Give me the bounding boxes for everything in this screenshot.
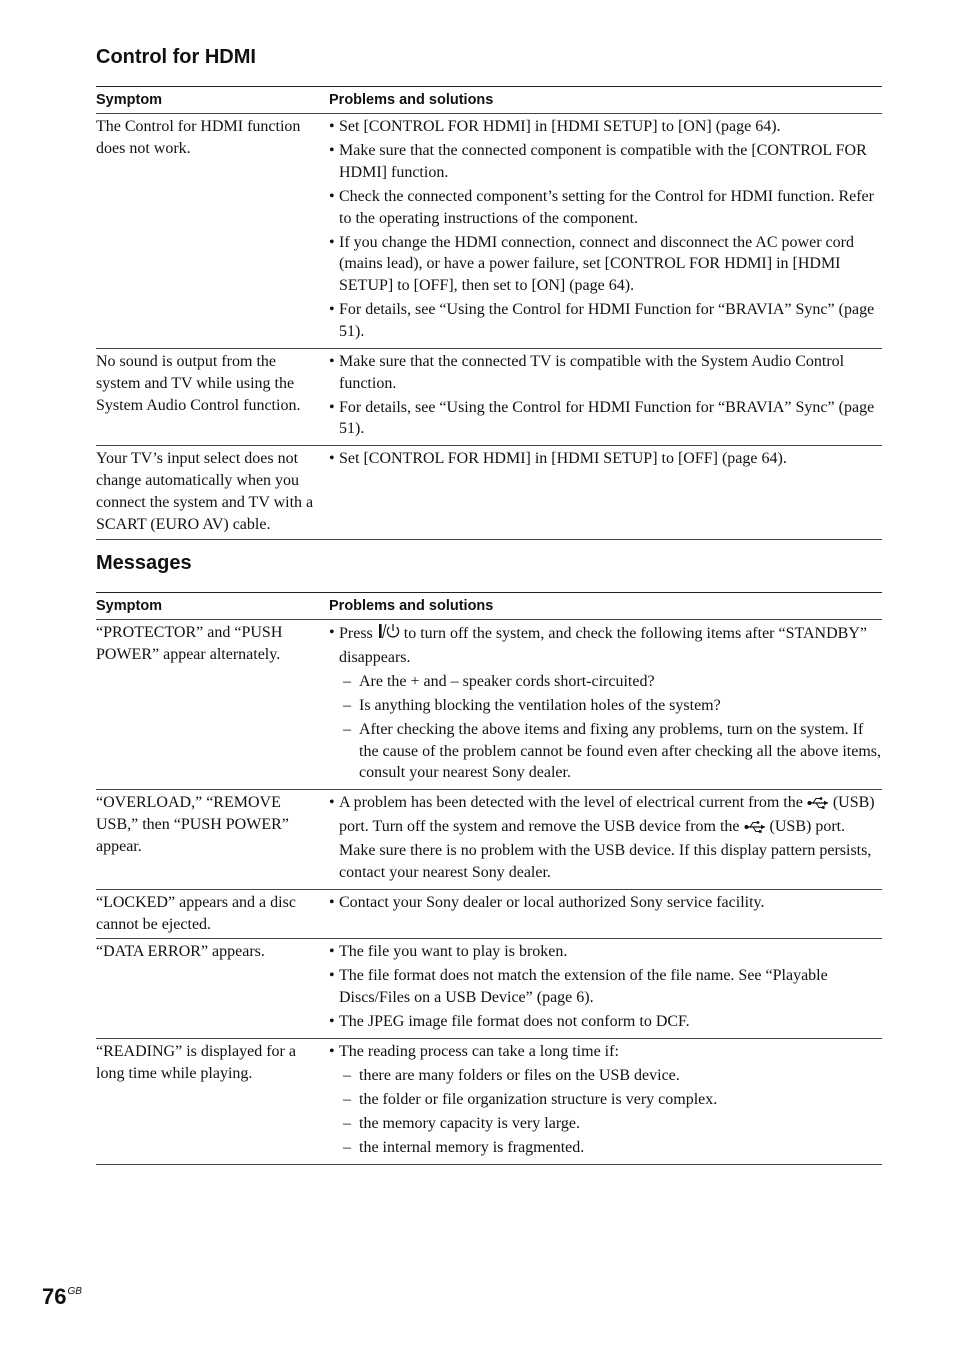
symptom-cell: “DATA ERROR” appears.	[96, 943, 265, 961]
solution-item: • Make sure that the connected TV is compatible with the System Audio Control function.	[329, 352, 845, 392]
symptom-cell: Your TV’s input select does not change automatically when you connect the system and TV with a SCART (EURO AV) cable.	[96, 450, 314, 533]
solutions-cell	[329, 448, 882, 535]
check-item: – the internal memory is fragmented.	[343, 1138, 585, 1156]
solution-item: • The file format does not match the extension of the file name. See “Playable Discs/Files on a USB Device” (page 6).	[329, 967, 828, 1007]
solution-item: • Press to turn off the system, and check the following items after “STANDBY” disappears.	[329, 624, 867, 666]
solutions-cell	[329, 622, 882, 786]
solution-item: • Make sure that the connected component is compatible with the [CONTROL FOR HDMI] function.	[329, 141, 867, 181]
solutions-cell	[329, 116, 882, 345]
table-row	[96, 349, 882, 447]
symptom-cell: The Control for HDMI function does not work.	[96, 118, 301, 157]
symptom-cell: “OVERLOAD,” “REMOVE USB,” then “PUSH POWER” appear.	[96, 794, 289, 855]
table-row	[96, 790, 882, 889]
solution-item: • For details, see “Using the Control for HDMI Function for “BRAVIA” Sync” (page 51).	[329, 301, 875, 340]
hdmi-table	[96, 86, 882, 540]
solutions-cell	[329, 351, 882, 443]
section-heading-messages: Messages	[96, 552, 192, 574]
table-row	[96, 939, 882, 1039]
usb-icon	[744, 818, 766, 840]
column-header-problems: Problems and solutions	[329, 92, 494, 108]
solutions-cell	[329, 941, 882, 1035]
symptom-cell: “LOCKED” appears and a disc cannot be ejected.	[96, 893, 296, 933]
solution-item: • A problem has been detected with the level of electrical current from the (USB) port. Turn off the system and remove the USB device from the (USB) port. Make sure there is no problem with the USB device. If this display pattern persists, contact your nearest Sony dealer.	[329, 794, 875, 881]
solution-item: • Check the connected component’s setting for the Control for HDMI function. Refer to the operating instructions of the component.	[329, 187, 874, 227]
usb-icon	[807, 794, 829, 816]
table-header	[96, 593, 882, 620]
check-item: – After checking the above items and fixing any problems, turn on the system. If the cause of the problem cannot be found even after checking all the above items, consult your nearest Sony dealer.	[343, 720, 882, 782]
solution-item: • Set [CONTROL FOR HDMI] in [HDMI SETUP] to [ON] (page 64).	[329, 118, 781, 135]
messages-table	[96, 592, 882, 1165]
check-item: – Are the + and – speaker cords short-circuited?	[343, 672, 655, 690]
power-icon	[377, 622, 400, 647]
solutions-cell	[329, 892, 882, 936]
solution-item: • Contact your Sony dealer or local authorized Sony service facility.	[329, 893, 765, 911]
column-header-symptom: Symptom	[96, 598, 163, 614]
solution-item: • Set [CONTROL FOR HDMI] in [HDMI SETUP] to [OFF] (page 64).	[329, 450, 787, 468]
column-header-symptom: Symptom	[96, 92, 163, 108]
table-row	[96, 446, 882, 539]
solution-item: • If you change the HDMI connection, connect and disconnect the AC power cord (mains lead), or have a power failure, set [CONTROL FOR HDMI] in [HDMI SETUP] to [OFF], then set to [ON] (page 64).	[329, 233, 854, 295]
symptom-cell: “READING” is displayed for a long time while playing.	[96, 1043, 296, 1082]
check-item: – there are many folders or files on the USB device.	[343, 1067, 680, 1085]
solution-item: • For details, see “Using the Control for HDMI Function for “BRAVIA” Sync” (page 51).	[329, 398, 875, 438]
column-header-problems: Problems and solutions	[329, 598, 494, 614]
solution-item: • The reading process can take a long time if:	[329, 1043, 619, 1061]
table-header	[96, 87, 882, 114]
solutions-cell	[329, 792, 882, 885]
symptom-cell: “PROTECTOR” and “PUSH POWER” appear alternately.	[96, 624, 283, 663]
table-row	[96, 1039, 882, 1165]
table-row	[96, 890, 882, 940]
section-heading-hdmi: Control for HDMI	[96, 46, 256, 68]
solution-item: • The file you want to play is broken.	[329, 943, 568, 961]
check-item: – Is anything blocking the ventilation holes of the system?	[343, 696, 721, 714]
table-row	[96, 620, 882, 790]
region-code: GB	[67, 1286, 82, 1297]
solution-item: • The JPEG image file format does not conform to DCF.	[329, 1013, 690, 1031]
page-number: $76^{GB}$	[42, 1284, 82, 1309]
table-row	[96, 114, 882, 349]
check-item: – the memory capacity is very large.	[343, 1115, 580, 1132]
solutions-cell	[329, 1041, 882, 1161]
check-item: – the folder or file organization structure is very complex.	[343, 1091, 718, 1109]
symptom-cell: No sound is output from the system and TV while using the System Audio Control function.	[96, 352, 301, 414]
